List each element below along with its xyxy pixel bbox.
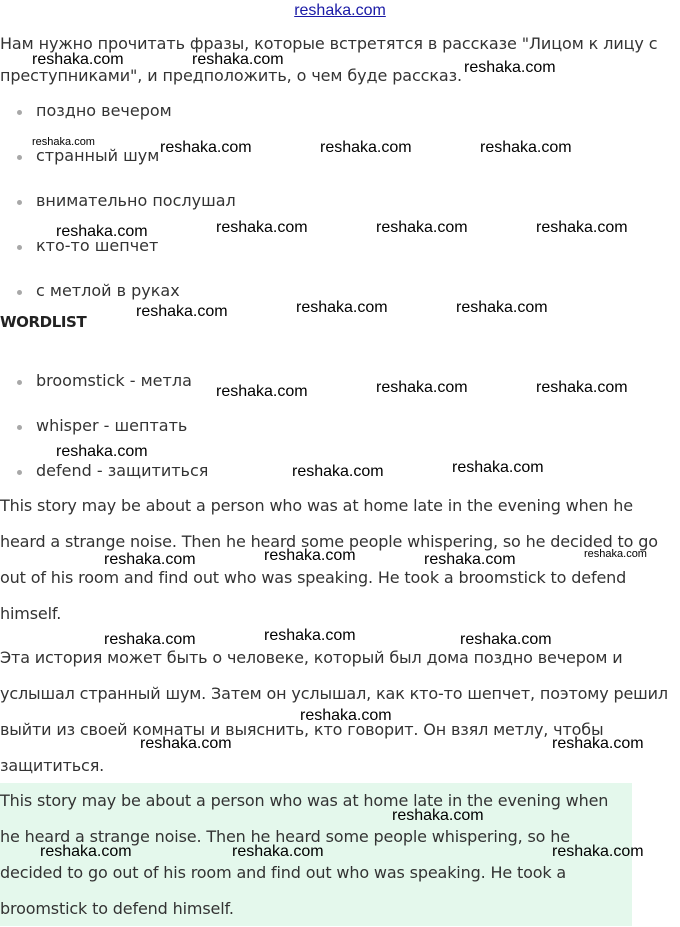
- bullet-icon: [17, 380, 22, 385]
- phrase-text: кто-то шепчет: [36, 236, 159, 255]
- phrase-list: [0, 96, 236, 321]
- watermark: reshaka.com: [552, 735, 644, 752]
- watermark: reshaka.com: [264, 547, 356, 564]
- bullet-icon: [17, 110, 22, 115]
- watermark: reshaka.com: [160, 139, 252, 156]
- watermark: reshaka.com: [300, 707, 392, 724]
- watermark: reshaka.com: [216, 383, 308, 400]
- intro-text: Нам нужно прочитать фразы, которые встретятся в рассказе "Лицом к лицу с преступниками", и предположить, о чем буде рассказ.: [0, 34, 658, 85]
- watermark: reshaka.com: [140, 735, 232, 752]
- watermark: reshaka.com: [56, 443, 148, 460]
- watermark: reshaka.com: [292, 463, 384, 480]
- english-paragraph: This story may be about a person who was at home late in the evening when he heard a strange noise. Then he heard some people whispering, so he decided to go out of his room and find out who was speaking. He took a broomstick to defend himself.: [0, 496, 658, 623]
- watermark: reshaka.com: [32, 136, 95, 148]
- word-entry: broomstick - метла: [36, 371, 192, 390]
- watermark: reshaka.com: [584, 548, 647, 560]
- bullet-icon: [17, 425, 22, 430]
- phrase-text: внимательно послушал: [36, 191, 236, 210]
- word-entry: defend - защититься: [36, 461, 209, 480]
- wordlist-heading: WORDLIST: [0, 313, 87, 331]
- watermark: reshaka.com: [104, 551, 196, 568]
- watermark: reshaka.com: [536, 379, 628, 396]
- watermark: reshaka.com: [192, 51, 284, 68]
- watermark: reshaka.com: [320, 139, 412, 156]
- watermark: reshaka.com: [104, 631, 196, 648]
- answer-text: This story may be about a person who was at home late in the evening when he heard a strange noise. Then he heard some people whispering, so he decided to go out of his room and find out who was speaking. He took a broomstick to defend himself.: [0, 791, 609, 918]
- list-item: [0, 231, 236, 276]
- watermark: reshaka.com: [32, 51, 124, 68]
- watermark: reshaka.com: [456, 299, 548, 316]
- watermark: reshaka.com: [264, 627, 356, 644]
- bullet-icon: [17, 245, 22, 250]
- phrase-text: странный шум: [36, 146, 160, 165]
- watermark: reshaka.com: [296, 299, 388, 316]
- list-item: [0, 96, 236, 141]
- bullet-icon: [17, 200, 22, 205]
- wordlist: [0, 366, 208, 501]
- watermark: reshaka.com: [452, 459, 544, 476]
- watermark: reshaka.com: [460, 631, 552, 648]
- phrase-text: поздно вечером: [36, 101, 172, 120]
- list-item: [0, 141, 236, 186]
- list-item: [0, 366, 208, 411]
- watermark: reshaka.com: [56, 223, 148, 240]
- watermark: reshaka.com: [136, 303, 228, 320]
- watermark: reshaka.com: [376, 379, 468, 396]
- watermark: reshaka.com: [232, 843, 324, 860]
- word-entry: whisper - шептать: [36, 416, 188, 435]
- watermark: reshaka.com: [480, 139, 572, 156]
- watermark: reshaka.com: [392, 807, 484, 824]
- watermark: reshaka.com: [552, 843, 644, 860]
- russian-paragraph: Эта история может быть о человеке, который был дома поздно вечером и услышал странный шум. Затем он услышал, как кто-то шепчет, поэтому решил выйти из своей комнаты и выяснить, кто говорит. Он взял метлу, чтобы защититься.: [0, 648, 668, 775]
- watermark: reshaka.com: [40, 843, 132, 860]
- bullet-icon: [17, 290, 22, 295]
- watermark: reshaka.com: [424, 551, 516, 568]
- answer-box: [0, 783, 632, 926]
- watermark: reshaka.com: [216, 219, 308, 236]
- list-item: [0, 411, 208, 456]
- site-link[interactable]: reshaka.com: [294, 2, 386, 19]
- bullet-icon: [17, 155, 22, 160]
- bullet-icon: [17, 470, 22, 475]
- phrase-text: с метлой в руках: [36, 281, 180, 300]
- watermark: reshaka.com: [464, 59, 556, 76]
- list-item: [0, 186, 236, 231]
- watermark: reshaka.com: [376, 219, 468, 236]
- watermark: reshaka.com: [536, 219, 628, 236]
